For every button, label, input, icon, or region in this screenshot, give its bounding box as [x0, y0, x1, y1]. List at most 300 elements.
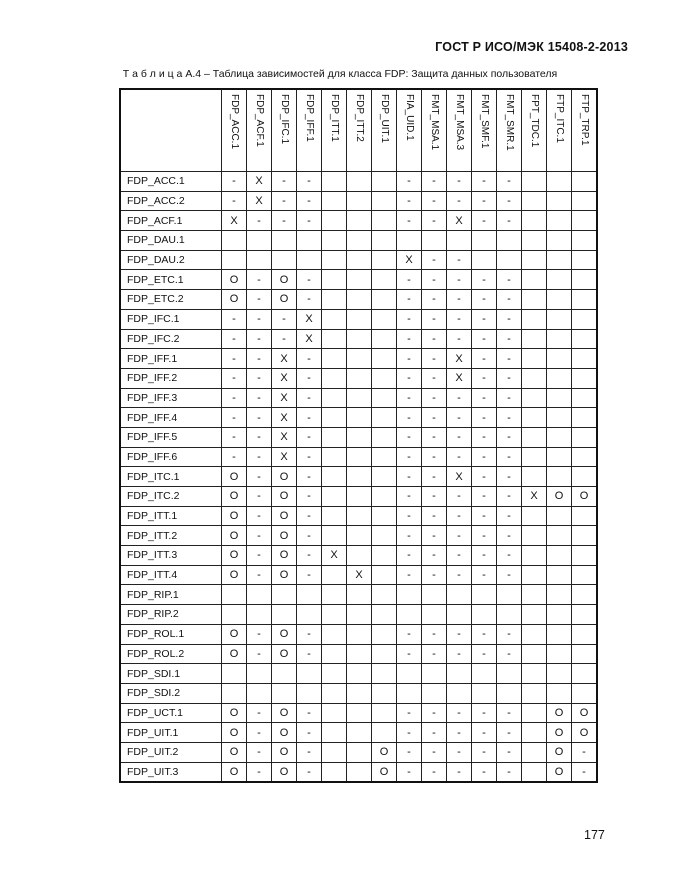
row-label: FDP_IFF.3 [120, 388, 222, 408]
table-row [120, 191, 597, 211]
table-cell [347, 329, 372, 349]
table-cell: X [347, 565, 372, 585]
table-cell [522, 191, 547, 211]
table-cell [322, 526, 347, 546]
table-cell: O [222, 487, 247, 507]
table-cell: - [247, 624, 272, 644]
table-cell [522, 447, 547, 467]
table-cell [347, 250, 372, 270]
table-cell [322, 427, 347, 447]
table-cell [497, 250, 522, 270]
table-cell: - [422, 191, 447, 211]
table-cell: O [272, 742, 297, 762]
table-cell: - [397, 526, 422, 546]
table-cell: O [222, 723, 247, 743]
table-cell: - [447, 565, 472, 585]
table-cell [322, 624, 347, 644]
table-cell [372, 506, 397, 526]
table-cell: X [522, 487, 547, 507]
column-header [372, 89, 397, 172]
table-cell: X [297, 329, 322, 349]
table-cell [572, 329, 598, 349]
table-cell: - [422, 250, 447, 270]
table-cell [572, 191, 598, 211]
table-cell [372, 664, 397, 684]
column-header [497, 89, 522, 172]
table-cell: O [572, 703, 598, 723]
table-cell: - [472, 526, 497, 546]
row-label: FDP_DAU.1 [120, 231, 222, 251]
table-cell [472, 683, 497, 703]
table-cell: - [297, 723, 322, 743]
row-label: FDP_ACC.2 [120, 191, 222, 211]
table-cell [447, 664, 472, 684]
table-cell: - [397, 644, 422, 664]
table-cell: - [447, 487, 472, 507]
table-cell [497, 664, 522, 684]
table-row [120, 526, 597, 546]
table-cell: - [297, 427, 322, 447]
table-cell: - [247, 329, 272, 349]
table-cell [322, 191, 347, 211]
table-cell: X [272, 447, 297, 467]
table-cell: O [222, 506, 247, 526]
table-cell: X [447, 467, 472, 487]
table-cell: - [397, 191, 422, 211]
table-cell: - [397, 506, 422, 526]
table-row [120, 467, 597, 487]
table-cell [347, 585, 372, 605]
table-cell: O [222, 624, 247, 644]
table-cell: - [447, 526, 472, 546]
table-cell [547, 664, 572, 684]
table-cell: - [272, 329, 297, 349]
table-cell: X [247, 191, 272, 211]
table-cell: - [397, 703, 422, 723]
table-cell [322, 231, 347, 251]
table-cell: - [397, 624, 422, 644]
table-cell [522, 683, 547, 703]
table-cell: - [397, 408, 422, 428]
table-cell: - [447, 290, 472, 310]
table-cell: - [247, 526, 272, 546]
table-cell: - [472, 624, 497, 644]
table-cell: - [397, 309, 422, 329]
table-cell [547, 191, 572, 211]
column-header [447, 89, 472, 172]
table-cell: - [297, 349, 322, 369]
row-label: FDP_ACC.1 [120, 172, 222, 192]
table-cell: - [422, 329, 447, 349]
column-header-label: FMT_MSA.1 [429, 94, 440, 151]
table-cell: - [297, 526, 322, 546]
table-cell [372, 250, 397, 270]
row-label: FDP_RIP.1 [120, 585, 222, 605]
table-cell: - [247, 368, 272, 388]
table-cell: O [272, 723, 297, 743]
table-cell: - [222, 427, 247, 447]
table-cell [247, 250, 272, 270]
table-cell: O [572, 487, 598, 507]
table-cell: - [222, 388, 247, 408]
table-cell [347, 447, 372, 467]
table-cell: O [547, 487, 572, 507]
table-cell [522, 427, 547, 447]
table-cell [497, 605, 522, 625]
table-cell [372, 447, 397, 467]
table-cell: - [472, 270, 497, 290]
table-row [120, 487, 597, 507]
table-cell [422, 683, 447, 703]
column-header-label: FTP_TRP.1 [579, 94, 590, 146]
table-cell [347, 644, 372, 664]
column-header-label: FDP_IFF.1 [304, 94, 315, 142]
column-header [347, 89, 372, 172]
table-cell: - [447, 506, 472, 526]
table-cell [547, 447, 572, 467]
table-cell: - [422, 565, 447, 585]
column-header [522, 89, 547, 172]
dependency-table [119, 88, 598, 783]
table-cell: - [422, 506, 447, 526]
table-cell: - [497, 742, 522, 762]
table-cell: - [422, 723, 447, 743]
table-cell [572, 644, 598, 664]
table-cell: - [247, 349, 272, 369]
table-cell [297, 585, 322, 605]
table-cell: - [472, 329, 497, 349]
table-cell: - [472, 506, 497, 526]
table-cell [547, 309, 572, 329]
table-cell [572, 526, 598, 546]
table-cell: - [247, 506, 272, 526]
row-label: FDP_IFF.6 [120, 447, 222, 467]
table-cell: X [272, 349, 297, 369]
table-cell: X [322, 546, 347, 566]
table-cell [322, 250, 347, 270]
table-cell: O [222, 467, 247, 487]
table-cell [572, 467, 598, 487]
column-header-label: FIA_UID.1 [404, 94, 415, 141]
table-cell: - [472, 546, 497, 566]
table-cell: - [247, 723, 272, 743]
table-cell [347, 487, 372, 507]
table-cell: - [422, 487, 447, 507]
table-cell: X [247, 172, 272, 192]
table-cell [322, 644, 347, 664]
row-label: FDP_ETC.1 [120, 270, 222, 290]
table-cell: - [447, 762, 472, 782]
table-cell [397, 585, 422, 605]
table-cell [522, 231, 547, 251]
table-cell: O [222, 565, 247, 585]
table-cell [547, 408, 572, 428]
table-cell [522, 309, 547, 329]
table-cell [572, 683, 598, 703]
table-cell: - [297, 191, 322, 211]
table-cell: - [297, 742, 322, 762]
column-header [547, 89, 572, 172]
table-cell: - [397, 368, 422, 388]
table-cell: O [222, 762, 247, 782]
table-row [120, 231, 597, 251]
table-cell: - [397, 427, 422, 447]
table-cell: - [447, 270, 472, 290]
table-cell: - [422, 526, 447, 546]
table-cell [297, 683, 322, 703]
table-cell: O [222, 526, 247, 546]
table-cell [222, 605, 247, 625]
table-cell [522, 664, 547, 684]
table-cell: X [297, 309, 322, 329]
table-cell: - [447, 723, 472, 743]
table-cell: - [447, 309, 472, 329]
table-cell: - [397, 546, 422, 566]
table-cell: - [222, 447, 247, 467]
table-cell: - [447, 329, 472, 349]
table-cell [347, 526, 372, 546]
table-cell: - [397, 329, 422, 349]
table-cell [347, 349, 372, 369]
table-cell [322, 408, 347, 428]
table-cell [522, 388, 547, 408]
table-cell: - [447, 172, 472, 192]
table-cell: - [422, 349, 447, 369]
table-cell [547, 250, 572, 270]
table-cell [497, 585, 522, 605]
table-cell [322, 447, 347, 467]
table-cell: - [247, 427, 272, 447]
table-cell [547, 467, 572, 487]
table-cell: - [472, 762, 497, 782]
table-cell [422, 231, 447, 251]
table-cell [347, 408, 372, 428]
table-cell: - [247, 644, 272, 664]
table-cell: - [472, 172, 497, 192]
table-cell: - [447, 388, 472, 408]
table-cell: - [497, 487, 522, 507]
table-cell [322, 368, 347, 388]
column-header-label: FMT_SMF.1 [479, 94, 490, 149]
table-cell: - [497, 723, 522, 743]
table-cell: - [297, 368, 322, 388]
table-cell: - [472, 487, 497, 507]
table-cell: O [272, 644, 297, 664]
table-cell [372, 191, 397, 211]
table-cell [372, 388, 397, 408]
table-row [120, 585, 597, 605]
table-cell [522, 290, 547, 310]
table-cell: - [397, 349, 422, 369]
table-row [120, 388, 597, 408]
table-cell: - [497, 368, 522, 388]
table-cell: O [572, 723, 598, 743]
table-cell [372, 703, 397, 723]
table-cell: X [222, 211, 247, 231]
table-cell: - [497, 388, 522, 408]
table-cell [547, 172, 572, 192]
column-header [397, 89, 422, 172]
table-cell [322, 290, 347, 310]
table-cell [522, 250, 547, 270]
table-cell: - [297, 388, 322, 408]
table-cell [522, 723, 547, 743]
table-cell: - [397, 388, 422, 408]
table-cell [572, 349, 598, 369]
column-header-label: FMT_SMR.1 [504, 94, 515, 151]
column-header [572, 89, 598, 172]
table-cell [522, 762, 547, 782]
table-cell: - [422, 172, 447, 192]
table-cell: - [472, 467, 497, 487]
table-cell: - [447, 546, 472, 566]
table-cell [547, 211, 572, 231]
table-cell: - [297, 447, 322, 467]
table-cell [322, 703, 347, 723]
column-header [222, 89, 247, 172]
table-row [120, 723, 597, 743]
table-cell: O [272, 290, 297, 310]
row-label: FDP_SDI.1 [120, 664, 222, 684]
table-cell [547, 290, 572, 310]
table-cell: X [272, 408, 297, 428]
table-cell: - [247, 565, 272, 585]
table-cell: O [272, 506, 297, 526]
table-cell: O [547, 703, 572, 723]
table-cell: - [497, 408, 522, 428]
table-cell: - [447, 250, 472, 270]
table-cell [572, 546, 598, 566]
table-cell: - [297, 211, 322, 231]
table-cell [347, 703, 372, 723]
table-cell: - [397, 723, 422, 743]
table-cell: - [297, 546, 322, 566]
table-cell: - [422, 644, 447, 664]
table-cell [322, 329, 347, 349]
table-cell: - [297, 408, 322, 428]
table-cell: - [397, 565, 422, 585]
table-cell [347, 605, 372, 625]
table-cell: O [222, 270, 247, 290]
table-cell: - [422, 447, 447, 467]
table-cell [547, 506, 572, 526]
table-cell [322, 565, 347, 585]
table-cell [472, 250, 497, 270]
table-cell [347, 211, 372, 231]
table-cell [547, 349, 572, 369]
table-cell: X [397, 250, 422, 270]
table-cell [572, 408, 598, 428]
table-cell [372, 723, 397, 743]
table-cell [522, 644, 547, 664]
table-body [120, 172, 597, 783]
table-cell [372, 467, 397, 487]
table-cell [372, 487, 397, 507]
table-cell: - [472, 191, 497, 211]
table-row [120, 309, 597, 329]
table-cell [297, 231, 322, 251]
table-cell: - [247, 546, 272, 566]
table-cell: - [222, 408, 247, 428]
table-cell: - [297, 290, 322, 310]
table-cell [347, 309, 372, 329]
table-cell: O [272, 703, 297, 723]
table-cell [572, 565, 598, 585]
table-cell: O [547, 742, 572, 762]
table-cell: - [422, 624, 447, 644]
table-cell [372, 329, 397, 349]
table-cell [347, 546, 372, 566]
table-cell: - [397, 172, 422, 192]
table-cell: X [272, 427, 297, 447]
table-cell [547, 565, 572, 585]
table-cell: - [472, 427, 497, 447]
table-row [120, 172, 597, 192]
table-cell [347, 506, 372, 526]
table-row [120, 270, 597, 290]
table-cell [572, 250, 598, 270]
table-cell: - [297, 644, 322, 664]
table-row [120, 703, 597, 723]
table-cell: - [472, 408, 497, 428]
table-cell [347, 290, 372, 310]
table-cell [347, 683, 372, 703]
table-cell [247, 231, 272, 251]
table-cell [372, 644, 397, 664]
table-cell [272, 605, 297, 625]
table-cell: O [547, 762, 572, 782]
table-cell [447, 231, 472, 251]
table-cell [272, 683, 297, 703]
table-cell [347, 742, 372, 762]
table-cell [522, 605, 547, 625]
table-cell: O [372, 762, 397, 782]
table-cell [472, 664, 497, 684]
table-cell [322, 683, 347, 703]
table-cell [372, 624, 397, 644]
table-cell [547, 585, 572, 605]
table-cell [572, 427, 598, 447]
table-cell: O [272, 270, 297, 290]
table-cell [397, 664, 422, 684]
column-header-label: FDP_UIT.1 [379, 94, 390, 143]
table-cell: - [447, 447, 472, 467]
table-cell: O [372, 742, 397, 762]
table-cell: - [222, 349, 247, 369]
row-label: FDP_ITT.4 [120, 565, 222, 585]
table-row [120, 762, 597, 782]
table-cell: - [497, 467, 522, 487]
table-cell: - [247, 742, 272, 762]
table-cell [572, 270, 598, 290]
table-cell [547, 546, 572, 566]
table-cell [547, 605, 572, 625]
table-cell [322, 388, 347, 408]
page-number: 177 [584, 828, 605, 842]
table-cell: O [222, 703, 247, 723]
table-cell [572, 447, 598, 467]
table-cell [522, 565, 547, 585]
table-cell: - [497, 565, 522, 585]
table-cell [297, 250, 322, 270]
row-label: FDP_IFF.1 [120, 349, 222, 369]
table-cell [372, 349, 397, 369]
row-label: FDP_IFF.5 [120, 427, 222, 447]
table-cell [572, 605, 598, 625]
table-cell: - [297, 270, 322, 290]
table-cell [372, 546, 397, 566]
table-cell: - [397, 290, 422, 310]
